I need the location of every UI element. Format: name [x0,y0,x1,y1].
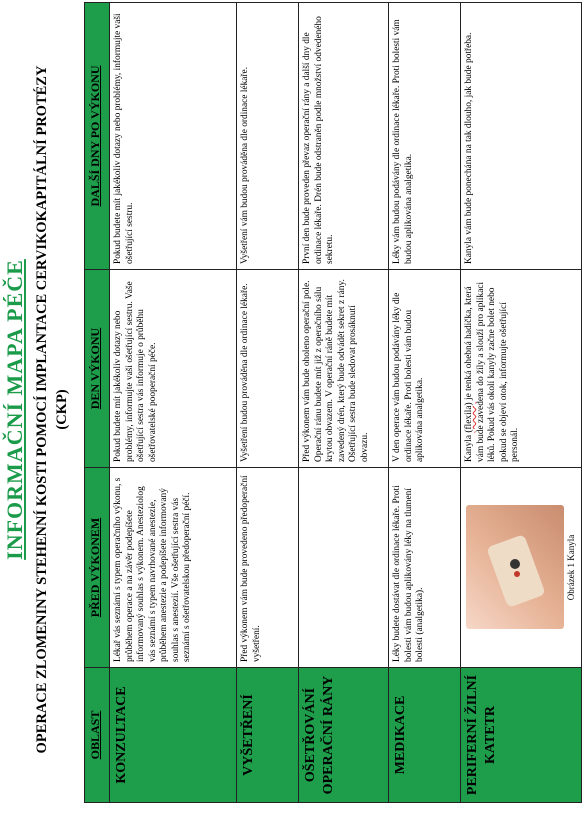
area-cell: VYŠETŘENÍ [237,668,299,803]
day-cell [461,270,582,468]
cannula-word: Kanyla [464,434,474,462]
table-row [110,3,237,803]
area-cell: OŠETŘOVÁNÍ OPERAČNÍ RÁNY [299,668,389,803]
after-cell: Vyšetření vám budou prováděna dle ordinace lékaře. [237,3,299,270]
before-cell [299,468,389,668]
cannula-photo [466,506,564,630]
subtitle-line-2: (CKP) [54,389,70,430]
before-cell [461,468,582,668]
day-cell: Před výkonem vám bude oholeno operační pole. Operační ránu budete mít již z operačního sálu krytou obvazem. V operační ráně budete mít zavedený drén, který bude odvádět sekret z rány. Ošetřující sestra bude sledovat prosáknutí obvazu. [299,270,389,468]
after-cell: První den bude proveden převaz operační rány a další dny dle ordinace lékaře. Drén bude odstraněn podle množství odvedeného sekretu. [299,3,389,270]
header-after: DALŠÍ DNY PO VÝKONU [85,3,110,270]
area-cell: PERIFERNÍ ŽILNÍ KATETR [461,668,582,803]
before-cell: Lékař vás seznámí s typem operačního výkonu, s průběhem operace a na závěr podepíšete informovaný souhlas s výkonem. Anesteziolog vás seznámí s typem navrhované anestezie, průběhem anestezie a podepíšete informovaný souhlas s anestezií. Vše ošetřující sestra vás seznámí s ošetřovatelskou předoperační péčí. [110,468,237,668]
header-before: PŘED VÝKONEM [85,468,110,668]
before-cell: Léky budete dostávat dle ordinace lékaře. Proti bolesti vám budou aplikovány léky na tlumení bolesti (analgetika). [389,468,461,668]
spellcheck-word: (flexila) [464,402,474,433]
table-row [237,3,299,803]
care-map-table [84,2,582,803]
day-cell: Vyšetření budou prováděna dle ordinace lékaře. [237,270,299,468]
before-cell: Před výkonem vám bude provedeno předoperační vyšetření. [237,468,299,668]
table-row [389,3,461,803]
table-header-row [85,3,110,803]
header-day: DEN VÝKONU [85,270,110,468]
figure-caption: Obrázek 1 Kanyla [566,534,576,601]
table-row [461,3,582,803]
day-cell: V den operace vám budou podávány léky dle ordinace lékaře. Proti bolesti vám budou aplikována analgetika. [389,270,461,468]
after-cell: Kanyla vám bude ponechána na tak dlouho, jak bude potřeba. [461,3,582,270]
area-cell: MEDIKACE [389,668,461,803]
cannula-description: je tenká ohebná hadička, která vám bude zavedena do žíly a slouží pro aplikaci léků. Pokud vás okolí kanyly začne bolet nebo pokud se objeví otok, informujte ošetřující personál. [464,281,520,462]
page-title: INFORMAČNÍ MAPA PÉČE [2,259,27,560]
day-cell: Pokud budete mít jakékoliv dotazy nebo problémy, informujte vaši ošetřující sestru. Vaše ošetřující sestra vás informuje o průběhu ošetřovatelské pooperační péče. [110,270,237,468]
table-row [299,3,389,803]
header-area: OBLAST [85,668,110,803]
area-cell: KONZULTACE [110,668,237,803]
page-subtitle [32,0,72,819]
after-cell: Léky vám budou podávány dle ordinace lékaře. Proti bolesti vám budou aplikována analgetika. [389,3,461,270]
subtitle-line-1: OPERACE ZLOMENINY STEHENNÍ KOSTI POMOCÍ IMPLANTACE CERVIKOKAPITÁLNÍ PROTÉZY [34,65,50,754]
after-cell: Pokud budete mít jakékoliv dotazy nebo problémy, informujte vaši ošetřující sestru. [110,3,237,270]
